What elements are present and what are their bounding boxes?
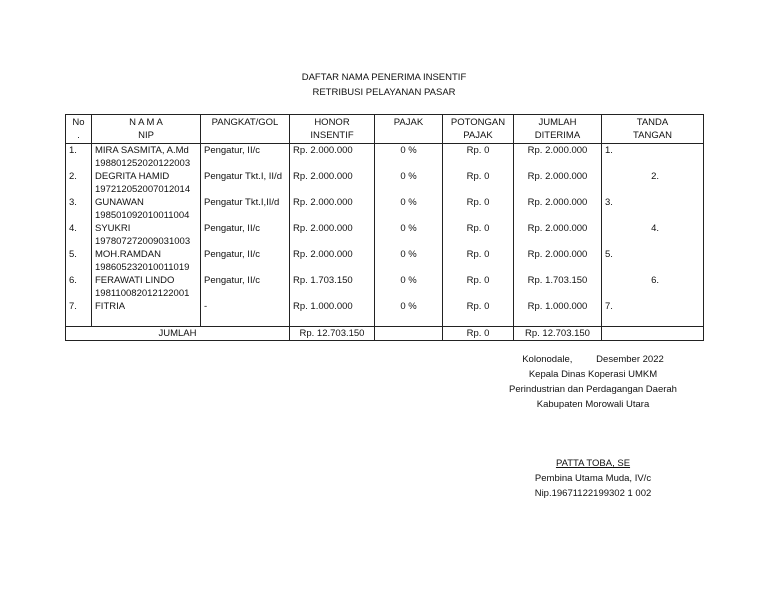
cell-no: 4. — [66, 222, 92, 248]
cell-name: SYUKRI 197807272009031003 — [92, 222, 201, 248]
header-signature: TANDA TANGAN — [602, 115, 704, 144]
cell-name: MOH.RAMDAN 198605232010011019 — [92, 248, 201, 274]
total-honor: Rp. 12.703.150 — [290, 327, 375, 341]
official-name: PATTA TOBA, SE — [555, 458, 631, 469]
official-position-line3: Kabupaten Morowali Utara — [536, 399, 650, 410]
cell-no: 3. — [66, 196, 92, 222]
cell-name: FERAWATI LINDO 198110082012122001 — [92, 274, 201, 300]
cell-signature: 6. — [602, 274, 704, 300]
cell-rank: Pengatur Tkt.I, II/d — [201, 170, 290, 196]
header-rank: PANGKAT/GOL — [201, 115, 290, 144]
cell-name: FITRIA — [92, 300, 201, 327]
cell-received: Rp. 2.000.000 — [514, 170, 602, 196]
cell-signature: 4. — [602, 222, 704, 248]
cell-honor: Rp. 2.000.000 — [290, 222, 375, 248]
official-position-line1: Kepala Dinas Koperasi UMKM — [528, 369, 658, 380]
cell-no: 7. — [66, 300, 92, 327]
cell-name: MIRA SASMITA, A.Md 198801252020122003 — [92, 144, 201, 171]
cell-no: 5. — [66, 248, 92, 274]
cell-name: DEGRITA HAMID 197212052007012014 — [92, 170, 201, 196]
signature-block — [490, 352, 696, 501]
header-deduction: POTONGAN PAJAK — [443, 115, 514, 144]
table-row — [66, 196, 704, 222]
cell-received: Rp. 1.000.000 — [514, 300, 602, 327]
cell-no: 2. — [66, 170, 92, 196]
document-subtitle: RETRIBUSI PELAYANAN PASAR — [312, 87, 456, 98]
cell-no: 6. — [66, 274, 92, 300]
cell-deduction: Rp. 0 — [443, 222, 514, 248]
table-row — [66, 222, 704, 248]
table-row — [66, 170, 704, 196]
cell-honor: Rp. 2.000.000 — [290, 170, 375, 196]
cell-tax: 0 % — [375, 170, 443, 196]
official-rank: Pembina Utama Muda, IV/c — [534, 473, 652, 484]
cell-no: 1. — [66, 144, 92, 171]
header-name: N A M A NIP — [92, 115, 201, 144]
cell-rank: Pengatur, II/c — [201, 222, 290, 248]
signature-space — [490, 412, 696, 456]
cell-signature: 2. — [602, 170, 704, 196]
header-received: JUMLAH DITERIMA — [514, 115, 602, 144]
cell-tax: 0 % — [375, 300, 443, 327]
cell-name: GUNAWAN 198501092010011004 — [92, 196, 201, 222]
cell-received: Rp. 1.703.150 — [514, 274, 602, 300]
cell-deduction: Rp. 0 — [443, 248, 514, 274]
official-position-line2: Perindustrian dan Perdagangan Daerah — [509, 384, 677, 395]
cell-deduction: Rp. 0 — [443, 274, 514, 300]
cell-deduction: Rp. 0 — [443, 144, 514, 171]
cell-honor: Rp. 1.000.000 — [290, 300, 375, 327]
incentive-recipients-table — [65, 114, 704, 341]
cell-tax: 0 % — [375, 222, 443, 248]
total-tax — [375, 327, 443, 341]
cell-deduction: Rp. 0 — [443, 300, 514, 327]
total-label: JUMLAH — [66, 327, 290, 341]
cell-received: Rp. 2.000.000 — [514, 196, 602, 222]
cell-honor: Rp. 2.000.000 — [290, 248, 375, 274]
table-total-row — [66, 327, 704, 341]
cell-tax: 0 % — [375, 274, 443, 300]
cell-deduction: Rp. 0 — [443, 170, 514, 196]
total-deduction: Rp. 0 — [443, 327, 514, 341]
cell-rank: Pengatur, II/c — [201, 274, 290, 300]
cell-signature: 5. — [602, 248, 704, 274]
cell-rank: Pengatur Tkt.I,II/d — [201, 196, 290, 222]
table-header-row — [66, 115, 704, 144]
official-nip: Nip.19671122199302 1 002 — [534, 488, 652, 499]
cell-tax: 0 % — [375, 144, 443, 171]
cell-tax: 0 % — [375, 248, 443, 274]
header-no: No . — [66, 115, 92, 144]
table-row — [66, 248, 704, 274]
cell-received: Rp. 2.000.000 — [514, 222, 602, 248]
header-tax: PAJAK — [375, 115, 443, 144]
cell-signature: 3. — [602, 196, 704, 222]
cell-received: Rp. 2.000.000 — [514, 248, 602, 274]
place-date — [490, 352, 696, 367]
cell-signature: 7. — [602, 300, 704, 327]
header-honor: HONOR INSENTIF — [290, 115, 375, 144]
cell-tax: 0 % — [375, 196, 443, 222]
cell-deduction: Rp. 0 — [443, 196, 514, 222]
cell-received: Rp. 2.000.000 — [514, 144, 602, 171]
cell-signature: 1. — [602, 144, 704, 171]
total-received: Rp. 12.703.150 — [514, 327, 602, 341]
cell-honor: Rp. 2.000.000 — [290, 196, 375, 222]
cell-honor: Rp. 2.000.000 — [290, 144, 375, 171]
table-row — [66, 274, 704, 300]
cell-rank: Pengatur, II/c — [201, 248, 290, 274]
cell-rank: Pengatur, II/c — [201, 144, 290, 171]
table-row — [66, 144, 704, 171]
signature-date: Desember 2022 — [596, 354, 664, 365]
total-signature — [602, 327, 704, 341]
document-title: DAFTAR NAMA PENERIMA INSENTIF — [301, 72, 467, 83]
table-row — [66, 300, 704, 327]
signature-place: Kolonodale, — [522, 354, 573, 365]
cell-honor: Rp. 1.703.150 — [290, 274, 375, 300]
cell-rank: - — [201, 300, 290, 327]
